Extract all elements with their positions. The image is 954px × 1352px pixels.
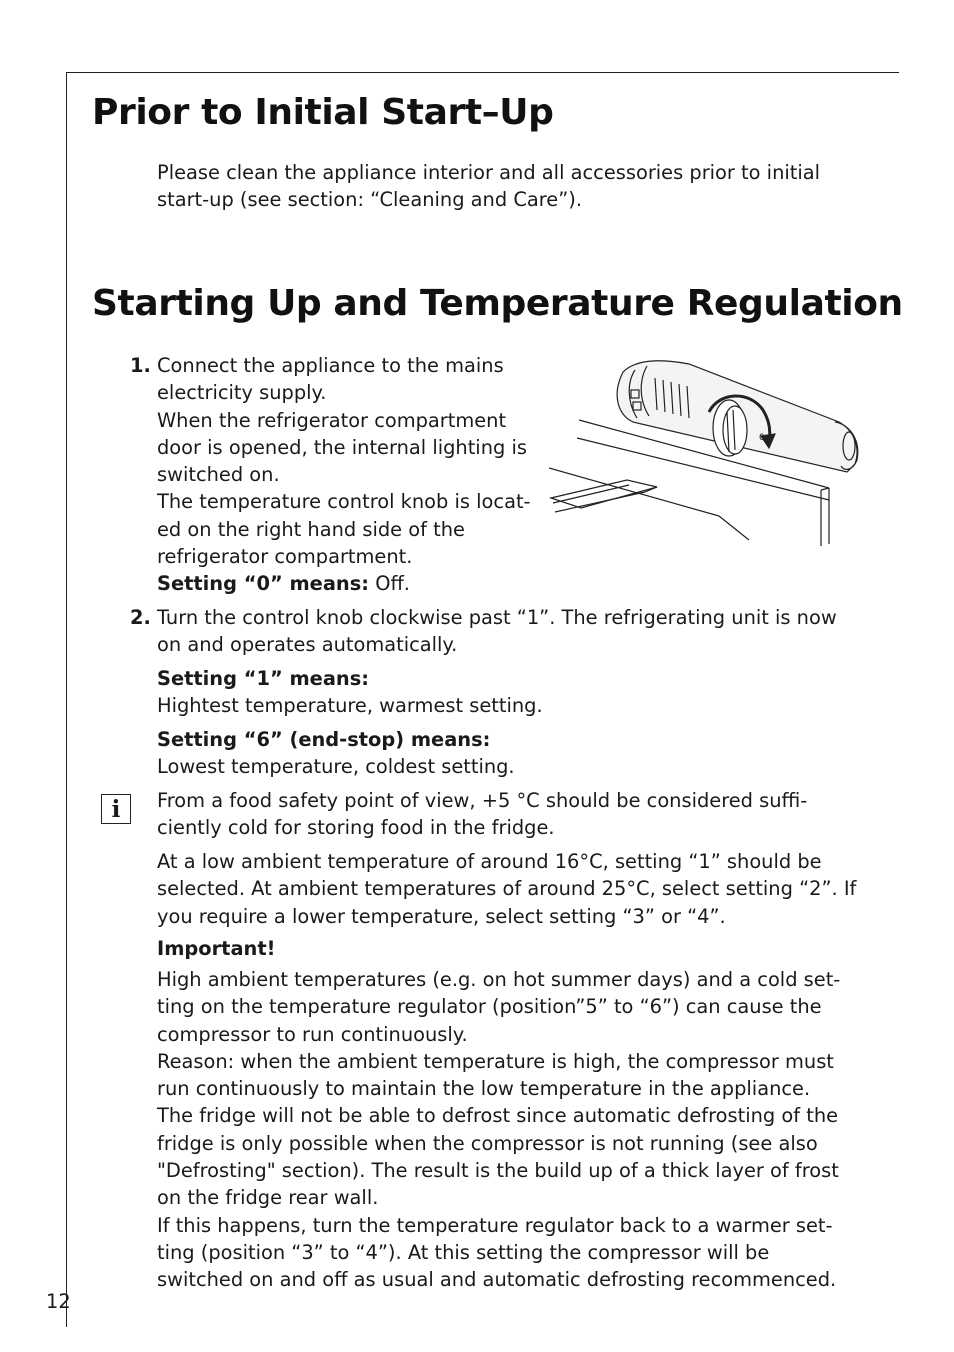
- text-line: on and operates automatically.: [157, 633, 458, 657]
- info-paragraph: [157, 787, 807, 842]
- setting-1-label: Setting “1” means:: [157, 667, 370, 690]
- step2-paragraph: [157, 604, 837, 659]
- important-paragraph: [157, 966, 840, 1294]
- top-rule: [66, 72, 899, 73]
- info-icon: i: [101, 794, 131, 824]
- text-line: Turn the control knob clockwise past “1”. The refrigerating unit is now: [157, 606, 837, 629]
- heading-starting-up: Starting Up and Temperature Regulation: [92, 283, 903, 324]
- text-line: Reason: when the ambient temperature is high, the compressor must: [157, 1049, 834, 1073]
- setting-0-label: Setting “0” means:: [157, 572, 370, 596]
- text-line: run continuously to maintain the low temperature in the appliance.: [157, 1077, 811, 1101]
- cleaning-paragraph: [157, 159, 820, 214]
- text-line: "Defrosting" section). The result is the build up of a thick layer of frost: [157, 1159, 839, 1183]
- text-line: The fridge will not be able to defrost since automatic defrosting of the: [157, 1104, 839, 1128]
- text-line: fridge is only possible when the compressor is not running (see also: [157, 1131, 818, 1155]
- setting-6-label: Setting “6” (end-stop) means:: [157, 728, 491, 751]
- text-line: on the fridge rear wall.: [157, 1186, 379, 1210]
- setting-1-value: Hightest temperature, warmest setting.: [157, 694, 543, 718]
- text-line: At a low ambient temperature of around 16°C, setting “1” should be: [157, 850, 822, 873]
- setting-0-line: [157, 570, 531, 597]
- setting-0-value: Off.: [375, 572, 410, 596]
- text-line: ting (position “3” to “4”). At this setting the compressor will be: [157, 1240, 770, 1264]
- important-label: Important!: [157, 937, 276, 960]
- text-line: Please clean the appliance interior and all accessories prior to initial: [157, 161, 821, 184]
- text-line: you require a lower temperature, select setting “3” or “4”.: [157, 904, 726, 928]
- text-line: When the refrigerator compartment: [157, 408, 507, 432]
- step-number-1: 1.: [130, 354, 151, 377]
- text-line: ting on the temperature regulator (position”5” to “6”) can cause the: [157, 995, 822, 1019]
- svg-text:0: 0: [759, 433, 765, 443]
- step1-paragraph: [157, 352, 531, 598]
- text-line: ed on the right hand side of the: [157, 517, 465, 541]
- setting-6-block: [157, 726, 515, 781]
- ambient-paragraph: [157, 848, 856, 930]
- important-label-line: [157, 935, 275, 962]
- left-rule: [66, 72, 67, 1327]
- text-line: Connect the appliance to the mains: [157, 354, 504, 377]
- text-line: refrigerator compartment.: [157, 545, 413, 569]
- heading-prior-to-start-up: Prior to Initial Start–Up: [92, 92, 554, 133]
- text-line: compressor to run continuously.: [157, 1022, 468, 1046]
- text-line: switched on and off as usual and automatic defrosting recommenced.: [157, 1268, 837, 1292]
- text-line: start-up (see section: “Cleaning and Care”).: [157, 188, 582, 212]
- setting-6-value: Lowest temperature, coldest setting.: [157, 755, 515, 779]
- text-line: High ambient temperatures (e.g. on hot summer days) and a cold set-: [157, 968, 841, 991]
- setting-1-block: [157, 665, 543, 720]
- text-line: door is opened, the internal lighting is: [157, 435, 527, 459]
- page-number: 12: [46, 1290, 71, 1313]
- text-line: selected. At ambient temperatures of around 25°C, select setting “2”. If: [157, 877, 857, 901]
- text-line: If this happens, turn the temperature regulator back to a warmer set-: [157, 1213, 833, 1237]
- text-line: electricity supply.: [157, 381, 327, 405]
- text-line: switched on.: [157, 463, 280, 487]
- step-number-2: 2.: [130, 606, 151, 629]
- thermostat-knob-illustration: [549, 360, 869, 550]
- text-line: ciently cold for storing food in the fridge.: [157, 816, 555, 840]
- text-line: The temperature control knob is locat-: [157, 490, 531, 514]
- text-line: From a food safety point of view, +5 °C should be considered suffi-: [157, 789, 808, 812]
